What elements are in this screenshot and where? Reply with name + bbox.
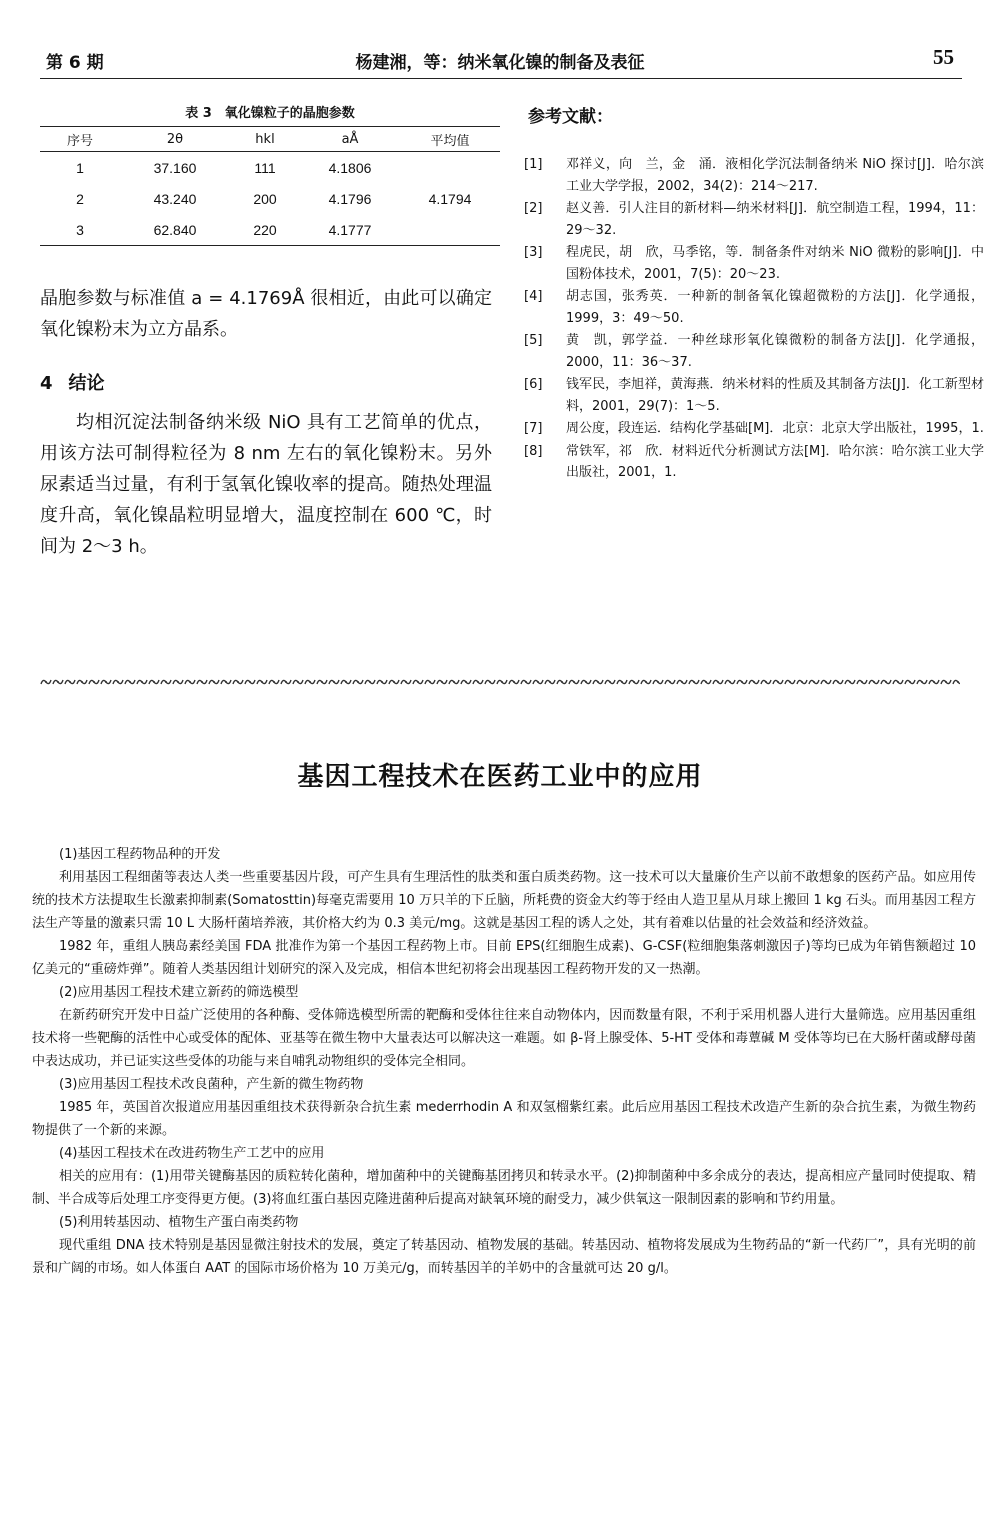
table-caption: 表 3 氧化镍粒子的晶胞参数: [185, 106, 355, 121]
reference-number: [8]: [524, 443, 543, 459]
table-cell: 4.1796: [328, 190, 372, 207]
reference-text: 黄 凯，郭学益．一种丝球形氧化镍微粉的制备方法[J]．化学通报，2000，11：36～37.: [566, 333, 984, 370]
reference-item: [524, 242, 984, 285]
table-cell: 220: [253, 221, 277, 238]
lattice-parameter-table: [40, 126, 500, 246]
table-cell: 2: [76, 190, 84, 207]
subsection-heading: (2)应用基因工程技术建立新药的筛选模型: [59, 985, 299, 1000]
lattice-paragraph: 晶胞参数与标准值 a = 4.1769Å 很相近，由此可以确定氧化镍粉末为立方晶系。: [40, 288, 492, 340]
table-bottom-rule: [40, 245, 500, 246]
table-cell: 1: [76, 159, 84, 176]
reference-number: [2]: [524, 201, 543, 216]
table-cell: 111: [254, 159, 276, 176]
reference-item: [524, 418, 984, 440]
reference-item: [524, 441, 984, 484]
section-title: 结论: [68, 373, 105, 394]
reference-item: [524, 330, 984, 373]
article-body: [32, 843, 976, 1280]
table-cell: 37.160: [153, 159, 197, 176]
reference-text: 邓祥义，向 兰，金 涌．液相化学沉法制备纳米 NiO 探讨[J]．哈尔滨工业大学学报，2002，34(2)：214～217.: [566, 157, 984, 194]
table-row: [40, 152, 500, 183]
reference-text: 胡志国，张秀英．一种新的制备氧化镍超微粉的方法[J]．化学通报，1999，3：49～50.: [566, 289, 984, 326]
issue-label: 第 6 期: [46, 53, 104, 73]
subsection-heading: (5)利用转基因动、植物生产蛋白南类药物: [59, 1215, 299, 1230]
table-header-cell: aÅ: [341, 131, 359, 147]
table-cell: 43.240: [153, 190, 197, 207]
section-heading: [40, 369, 105, 395]
reference-number: [3]: [524, 245, 543, 260]
reference-number: [5]: [524, 333, 543, 348]
reference-number: [7]: [524, 421, 543, 436]
table-header-row: [40, 127, 500, 151]
reference-item: [524, 286, 984, 329]
running-title: 杨建湘，等：纳米氧化镍的制备及表征: [355, 53, 645, 73]
ornamental-divider: [40, 676, 960, 688]
ornament-pattern-icon: [40, 676, 960, 688]
table-row: [40, 183, 500, 214]
section-number: 4: [40, 373, 53, 394]
body-paragraph: 相关的应用有：(1)用带关键酶基因的质粒转化菌种，增加菌种中的关键酶基团拷贝和转录水平。(2)抑制菌种中多余成分的表达，提高相应产量同时使提取、精制、半合成等后处理工序变得更方便。(3)将血红蛋白基因克隆进菌种后提高对缺氧环境的耐受力，减少供氧这一限制因素的影响和节约用量。: [32, 1169, 976, 1207]
reference-item: [524, 198, 984, 241]
table-header-cell: 平均值: [430, 133, 470, 149]
reference-text: 钱军民，李旭祥，黄海燕．纳米材料的性质及其制备方法[J]．化工新型材料，2001，29(7)：1～5.: [566, 377, 984, 414]
page-number: 55: [933, 45, 954, 69]
subsection-heading: (1)基因工程药物品种的开发: [59, 847, 221, 862]
reference-text: 常铁军，祁 欣．材料近代分析测试方法[M]．哈尔滨：哈尔滨工业大学出版社，2001，1.: [566, 443, 984, 480]
conclusion-paragraph: 均相沉淀法制备纳米级 NiO 具有工艺简单的优点，用该方法可制得粒径为 8 nm 左右的氧化镍粉末。另外尿素适当过量，有利于氢氧化镍收率的提高。随热处理温度升高，氧化镍晶粒明显增大，温度控制在 600 ℃，时间为 2～3 h。: [40, 412, 492, 557]
subsection-heading: (3)应用基因工程技术改良菌种，产生新的微生物药物: [59, 1077, 364, 1092]
table-header-cell: hkl: [255, 131, 275, 147]
table-header-cell: 2θ: [166, 131, 184, 147]
subsection-heading: (4)基因工程技术在改进药物生产工艺中的应用: [59, 1146, 325, 1161]
reference-number: [6]: [524, 377, 543, 392]
references-title: 参考文献：: [528, 107, 613, 127]
reference-number: [4]: [524, 289, 543, 304]
body-paragraph: 在新药研究开发中日益广泛使用的各种酶、受体筛选模型所需的靶酶和受体往往来自动物体内，因而数量有限，不利于采用机器人进行大量筛选。应用基因重组技术将一些靶酶的活性中心或受体的配体、亚基等在微生物中大量表达可以解决这一难题。如 β-肾上腺受体、5-HT 受体和毒蕈碱 M 受体等均已在大肠杆菌或酵母菌中表达成功，并已证实这些受体的功能与来自哺乳动物组织的受体完全相同。: [32, 1008, 976, 1069]
article-title: 基因工程技术在医药工业中的应用: [297, 762, 703, 792]
table-cell: 200: [253, 190, 277, 207]
body-paragraph: 利用基因工程细菌等表达人类一些重要基因片段，可产生具有生理活性的肽类和蛋白质类药物。这一技术可以大量廉价生产以前不敢想象的医药产品。如应用传统的技术方法提取生长激素抑制素(Somatosttin)每毫克需要用 10 万只羊的下丘脑，所耗费的资金大约等于经由人造卫星从月球上搬回 1 kg 石头。而用基因工程方法生产等量的激素只需 10 L 大肠杆菌培养液，其价格大约为 0.3 美元/mg。这就是基因工程的诱人之处，其有着难以估量的社会效益和经济效益。: [32, 870, 976, 931]
header-rule: [40, 78, 962, 79]
table-cell: 3: [76, 221, 84, 238]
table-cell: 4.1777: [328, 221, 372, 238]
body-paragraph: 现代重组 DNA 技术特别是基因显微注射技术的发展，奠定了转基因动、植物发展的基础。转基因动、植物将发展成为生物药品的“新一代药厂”，具有光明的前景和广阔的市场。如人体蛋白 AAT 的国际市场价格为 10 万美元/g，而转基因羊的羊奶中的含量就可达 20 g/l。: [32, 1238, 976, 1276]
reference-item: [524, 374, 984, 417]
reference-list: [524, 154, 984, 485]
reference-text: 赵义善．引人注目的新材料—纳米材料[J]．航空制造工程，1994，11：29～32.: [566, 201, 984, 238]
table-cell: 4.1794: [428, 190, 472, 207]
table-header-cell: 序号: [66, 133, 93, 149]
body-paragraph: 1985 年，英国首次报道应用基因重组技术获得新杂合抗生素 mederrhodin A 和双氢榴紫红素。此后应用基因工程技术改造产生新的杂合抗生素，为微生物药物提供了一个新的来源。: [32, 1100, 976, 1138]
reference-number: [1]: [524, 157, 543, 172]
table-cell: 4.1806: [328, 159, 372, 176]
reference-text: 程虎民，胡 欣，马季铭，等．制备条件对纳米 NiO 微粉的影响[J]．中国粉体技术，2001，7(5)：20～23.: [566, 245, 984, 282]
body-paragraph: 1982 年，重组人胰岛素经美国 FDA 批准作为第一个基因工程药物上市。目前 EPS(红细胞生成素)、G-CSF(粒细胞集落刺激因子)等均已成为年销售额超过 10 亿美元的“重磅炸弹”。随着人类基因组计划研究的深入及完成，相信本世纪初将会出现基因工程药物开发的又一热潮。: [32, 939, 976, 977]
reference-text: 周公度，段连运．结构化学基础[M]．北京：北京大学出版社，1995，1.: [566, 421, 984, 436]
table-cell: 62.840: [153, 221, 197, 238]
table-row: [40, 214, 500, 245]
reference-item: [524, 154, 984, 197]
